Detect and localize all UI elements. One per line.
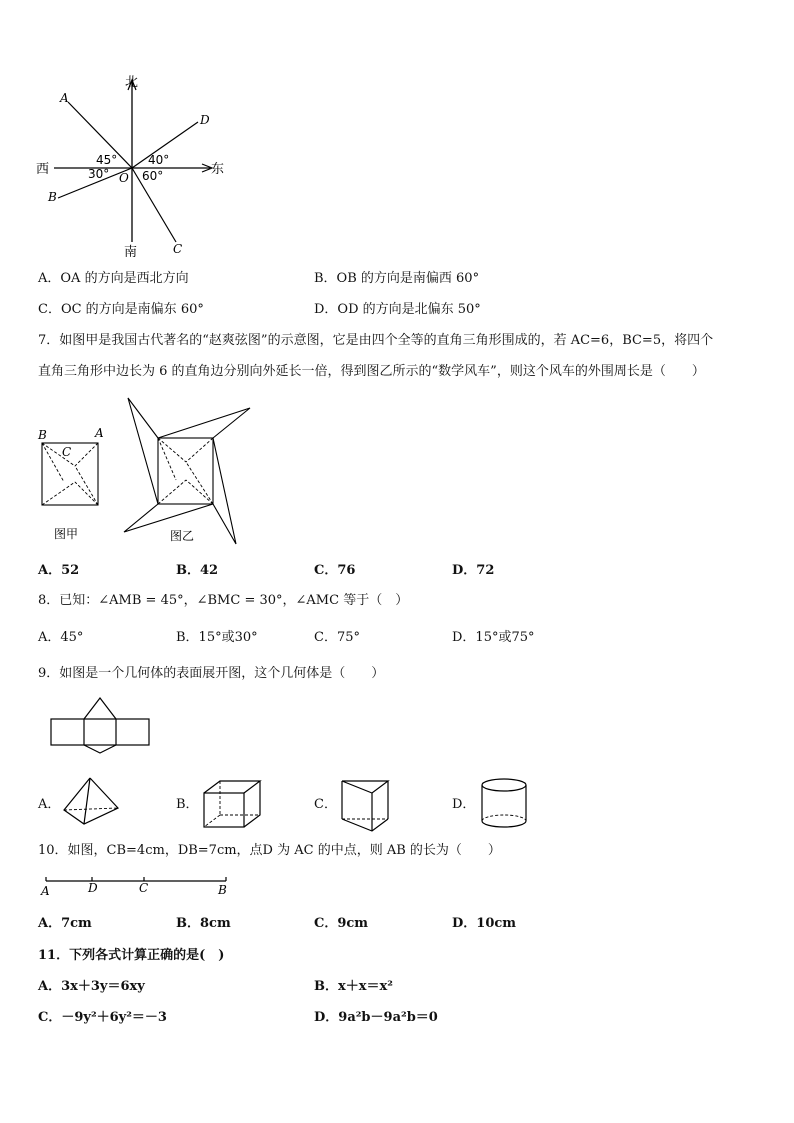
q8-option-b[interactable]: B．15°或30° <box>176 630 258 645</box>
prism-net-figure <box>48 695 152 755</box>
point-d-label: D <box>88 881 98 895</box>
west-label: 西 <box>36 162 50 177</box>
figure-yi <box>118 396 258 546</box>
angle-45-label: 45° <box>96 153 118 167</box>
point-d-label: D <box>200 113 210 127</box>
q11-stem: 11．下列各式计算正确的是( ) <box>38 948 225 963</box>
cuboid-icon <box>200 777 266 831</box>
q7-option-b[interactable]: B．42 <box>176 563 219 578</box>
segment-figure <box>38 872 238 898</box>
q7-option-a[interactable]: A．52 <box>38 563 80 578</box>
center-square <box>158 438 213 504</box>
q11-option-c[interactable]: C．－9y²＋6y²＝－3 <box>38 1010 167 1025</box>
south-label: 南 <box>124 245 138 260</box>
q9-option-a[interactable]: A． <box>38 797 61 812</box>
q9-stem: 9．如图是一个几何体的表面展开图，这个几何体是（ ） <box>38 666 385 681</box>
pyramid-icon <box>60 776 124 828</box>
q7-stem-line2: 直角三角形中边长为 6 的直角边分别向外延长一倍，得到图乙所示的“数学风车”，则这个风车的外围周长是（ ） <box>38 364 705 379</box>
point-b-label: B <box>218 883 227 897</box>
q8-stem: 8．已知：∠AMB = 45°，∠BMC = 30°，∠AMC 等于（ ） <box>38 593 409 608</box>
q11-option-a[interactable]: A．3x＋3y＝6xy <box>38 979 145 994</box>
point-a-label: A <box>41 884 50 898</box>
angle-40-label: 40° <box>148 153 170 167</box>
caption-yi: 图乙 <box>170 529 195 543</box>
point-c-label: C <box>139 881 149 895</box>
q8-option-c[interactable]: C．75° <box>314 630 360 645</box>
q10-option-a[interactable]: A．7cm <box>38 916 92 931</box>
q10-option-b[interactable]: B．8cm <box>176 916 231 931</box>
q9-option-c[interactable]: C． <box>314 797 337 812</box>
q9-option-d[interactable]: D． <box>452 797 476 812</box>
point-b-label: B <box>48 190 57 204</box>
label-b: B <box>38 428 47 442</box>
q6-option-b[interactable]: B．OB 的方向是南偏西 60° <box>314 271 480 286</box>
q7-stem-line1: 7．如图甲是我国古代著名的“赵爽弦图”的示意图，它是由四个全等的直角三角形围成的，若 AC=6，BC=5，将四个 <box>38 333 714 348</box>
q7-option-d[interactable]: D．72 <box>452 563 495 578</box>
point-a-label: A <box>60 91 69 105</box>
direction-figure <box>30 72 240 262</box>
cylinder-icon <box>476 777 532 831</box>
q6-option-a[interactable]: A．OA 的方向是西北方向 <box>38 271 189 286</box>
caption-jia: 图甲 <box>54 527 79 541</box>
q11-option-d[interactable]: D．9a²b－9a²b＝0 <box>314 1010 438 1025</box>
q10-option-c[interactable]: C．9cm <box>314 916 369 931</box>
angle-60-label: 60° <box>142 169 164 183</box>
q6-option-c[interactable]: C．OC 的方向是南偏东 60° <box>38 302 204 317</box>
q11-option-b[interactable]: B．x＋x＝x² <box>314 979 393 994</box>
q8-option-a[interactable]: A．45° <box>38 630 84 645</box>
q10-option-d[interactable]: D．10cm <box>452 916 517 931</box>
north-label: 北 <box>125 75 139 90</box>
q9-option-b[interactable]: B． <box>176 797 199 812</box>
q8-option-d[interactable]: D．15°或75° <box>452 630 535 645</box>
q10-stem: 10．如图，CB=4cm，DB=7cm，点D 为 AC 的中点，则 AB 的长为（ ） <box>38 843 501 858</box>
angle-30-label: 30° <box>88 167 110 181</box>
q6-option-d[interactable]: D．OD 的方向是北偏东 50° <box>314 302 481 317</box>
label-c: C <box>62 445 72 459</box>
point-c-label: C <box>173 242 183 256</box>
q7-option-c[interactable]: C．76 <box>314 563 356 578</box>
origin-label: O <box>119 171 129 185</box>
triangular-prism-icon <box>338 775 392 833</box>
label-a: A <box>95 426 104 440</box>
east-label: 东 <box>211 162 225 177</box>
figure-jia <box>30 422 110 548</box>
